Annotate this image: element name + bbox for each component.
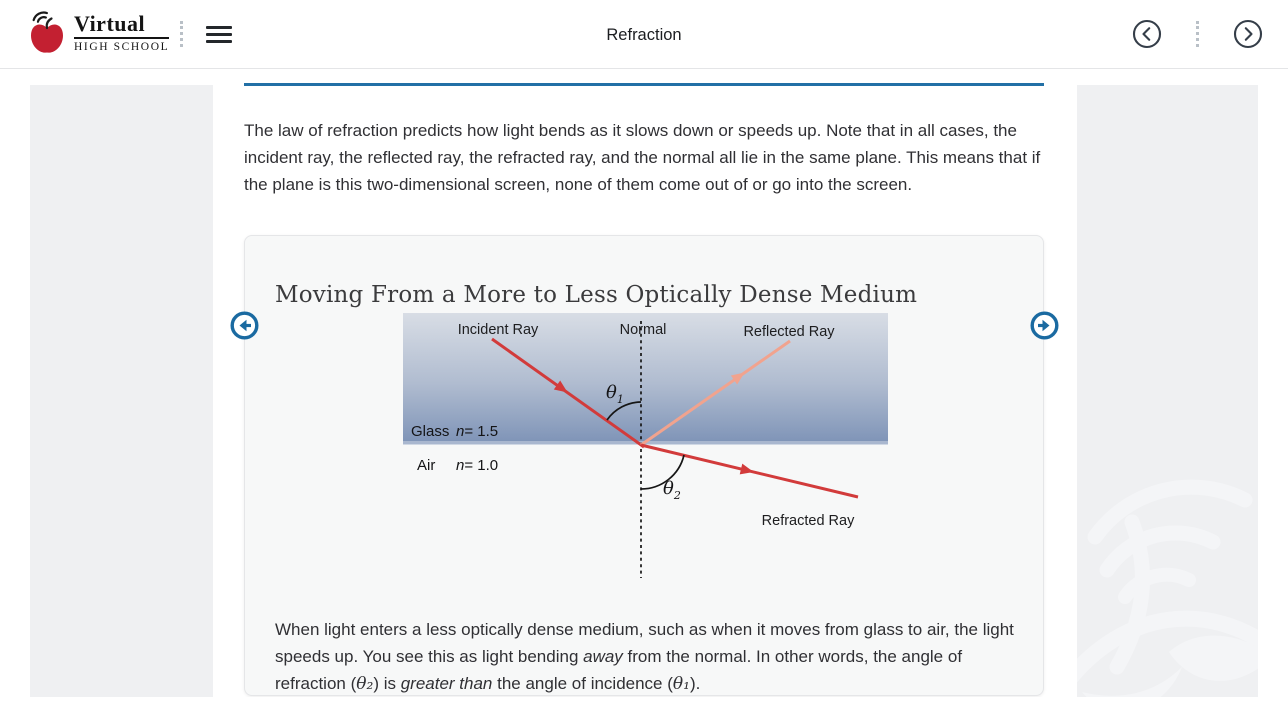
card-paragraph-segment: from the normal. In other words, the angle of refraction ( [275, 647, 963, 693]
logo-wordmark: Virtual [74, 13, 169, 39]
theta1-label: $\theta_1$ [606, 382, 624, 406]
air-label: Air n= 1.0 [417, 457, 499, 474]
card-paragraph-segment: When light enters a less optically dense medium, such as when it moves from glass to air, the light speeds up. You see this as light bending [275, 620, 1014, 666]
lesson-content-column [213, 83, 1077, 697]
menu-icon[interactable] [206, 26, 232, 43]
card-paragraph-italic: away [583, 647, 623, 666]
theta2-inline: θ₂ [356, 674, 374, 694]
section-divider-rule [244, 83, 1044, 86]
normal-label: Normal [619, 322, 667, 338]
card-paragraph-segment: ) is [373, 674, 401, 693]
glass-label: Glass n= 1.5 [411, 423, 499, 440]
left-gutter-panel [30, 85, 213, 697]
chevron-right-icon [1233, 19, 1263, 49]
card-paragraph-italic: greater than [400, 674, 493, 693]
card-paragraph-segment: the angle of incidence ( [492, 674, 673, 693]
vhs-logo[interactable] [26, 10, 169, 56]
refraction-diagram [390, 310, 910, 585]
reflected-ray-label: Reflected Ray [743, 324, 835, 340]
card-paragraph-segment: ). [689, 674, 701, 693]
theta2-label: $\theta_2$ [663, 478, 681, 502]
card-paragraph [275, 616, 1015, 697]
app-header [0, 0, 1288, 69]
header-divider-right [1196, 21, 1199, 47]
carousel-prev-button[interactable] [229, 310, 260, 341]
right-gutter-panel [1077, 85, 1258, 697]
chevron-left-icon [1132, 19, 1162, 49]
apple-logo-icon [26, 10, 68, 56]
arrow-left-circle-icon [229, 310, 260, 341]
header-divider-left [180, 21, 183, 47]
page-title: Refraction [606, 26, 682, 44]
carousel-next-button[interactable] [1029, 310, 1060, 341]
intro-paragraph: The law of refraction predicts how light bends as it slows down or speeds up. Note that in all cases, the incident ray, the reflected ray, the refracted ray, and the normal all lie in the same plane. This means that if the plane is this two-dimensional screen, none of them come out of or go into the screen. [244, 121, 1041, 194]
lesson-card [244, 235, 1044, 696]
back-button[interactable] [1132, 19, 1162, 49]
incident-ray-label: Incident Ray [457, 322, 539, 338]
refracted-ray-label: Refracted Ray [761, 513, 855, 529]
vhs-watermark [1077, 445, 1258, 697]
arrow-right-circle-icon [1029, 310, 1060, 341]
theta1-inline: θ₁ [672, 674, 690, 694]
logo-subtitle: HIGH SCHOOL [74, 40, 170, 53]
forward-button[interactable] [1233, 19, 1263, 49]
card-heading: Moving From a More to Less Optically Dense Medium [275, 282, 918, 309]
